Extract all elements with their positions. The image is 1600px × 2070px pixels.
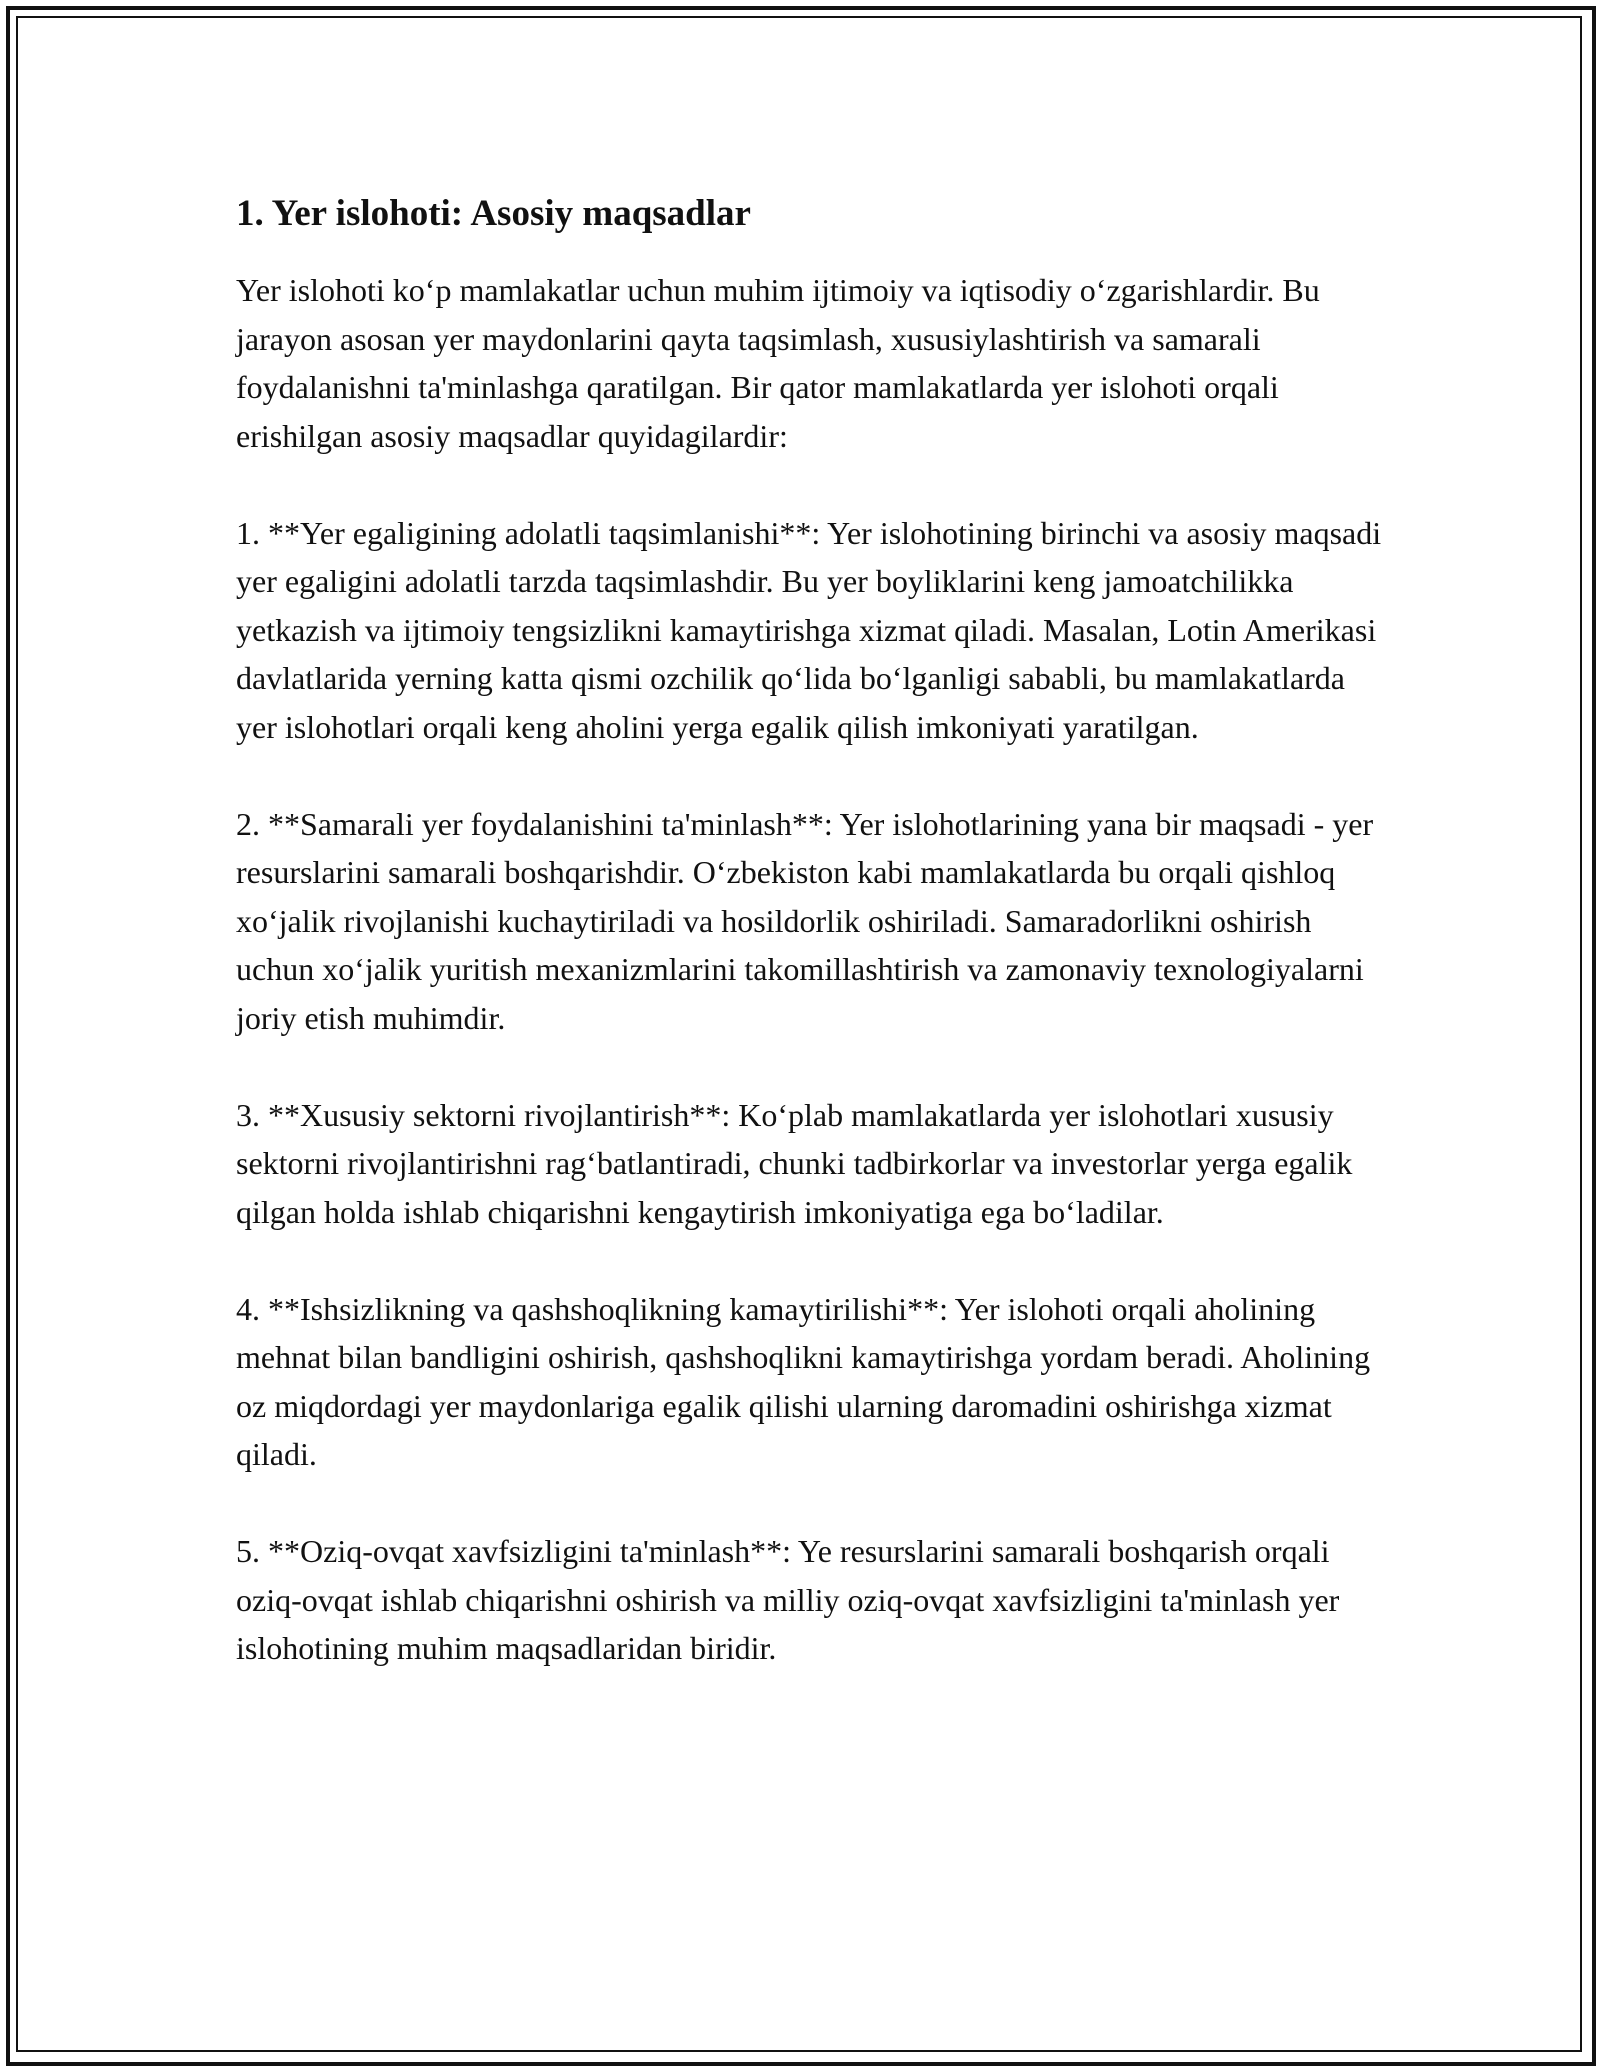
- list-item-1: 1. **Yer egaligining adolatli taqsimlanishi**: Yer islohotining birinchi va asosiy maqsadi yer egaligini adolatli tarzda taqsimlashdir. Bu yer boyliklarini keng jamoatchilikka yetkazish va ijtimoiy tengsizlikni kamaytirishga xizmat qiladi. Masalan, Lotin Amerikasi davlatlarida yerning katta qismi ozchilik qo‘lida bo‘lganligi sababli, bu mamlakatlarda yer islohotlari orqali keng aholini yerga egalik qilish imkoniyati yaratilgan.: [236, 514, 1382, 745]
- document-body: [236, 192, 1386, 1721]
- list-item-2: 2. **Samarali yer foydalanishini ta'minlash**: Yer islohotlarining yana bir maqsadi - yer resurslarini samarali boshqarishdir. O‘zbekiston kabi mamlakatlarda bu orqali qishloq xo‘jalik rivojlanishi kuchaytiriladi va hosildorlik oshiriladi. Samaradorlikni oshirish uchun xo‘jalik yuritish mexanizmlarini takomillashtirish va zamonaviy texnologiyalarni joriy etish muhimdir.: [236, 805, 1374, 1036]
- list-item-5: 5. **Oziq-ovqat xavfsizligini ta'minlash**: Ye resurslarini samarali boshqarish orqali oziq-ovqat ishlab chiqarishni oshirish va milliy oziq-ovqat xavfsizligini ta'minlash yer islohotining muhim maqsadlaridan biridir.: [236, 1533, 1340, 1666]
- document-title: 1. Yer islohoti: Asosiy maqsadlar: [236, 193, 751, 234]
- list-item-3: 3. **Xususiy sektorni rivojlantirish**: Ko‘plab mamlakatlarda yer islohotlari xususiy sektorni rivojlantirishni rag‘batlantiradi, chunki tadbirkorlar va investorlar yerga egalik qilgan holda ishlab chiqarishni kengaytirish imkoniyatiga ega bo‘ladilar.: [236, 1096, 1353, 1230]
- list-item-4: 4. **Ishsizlikning va qashshoqlikning kamaytirilishi**: Yer islohoti orqali aholining mehnat bilan bandligini oshirish, qashshoqlikni kamaytirishga yordam beradi. Aholining oz miqdordagi yer maydonlariga egalik qilishi ularning daromadini oshirishga xizmat qiladi.: [236, 1290, 1371, 1472]
- intro-paragraph: Yer islohoti ko‘p mamlakatlar uchun muhim ijtimoiy va iqtisodiy o‘zgarishlardir. Bu jarayon asosan yer maydonlarini qayta taqsimlash, xususiylashtirish va samarali foydalanishni ta'minlashga qaratilgan. Bir qator mamlakatlarda yer islohoti orqali erishilgan asosiy maqsadlar quyidagilardir:: [236, 272, 1320, 454]
